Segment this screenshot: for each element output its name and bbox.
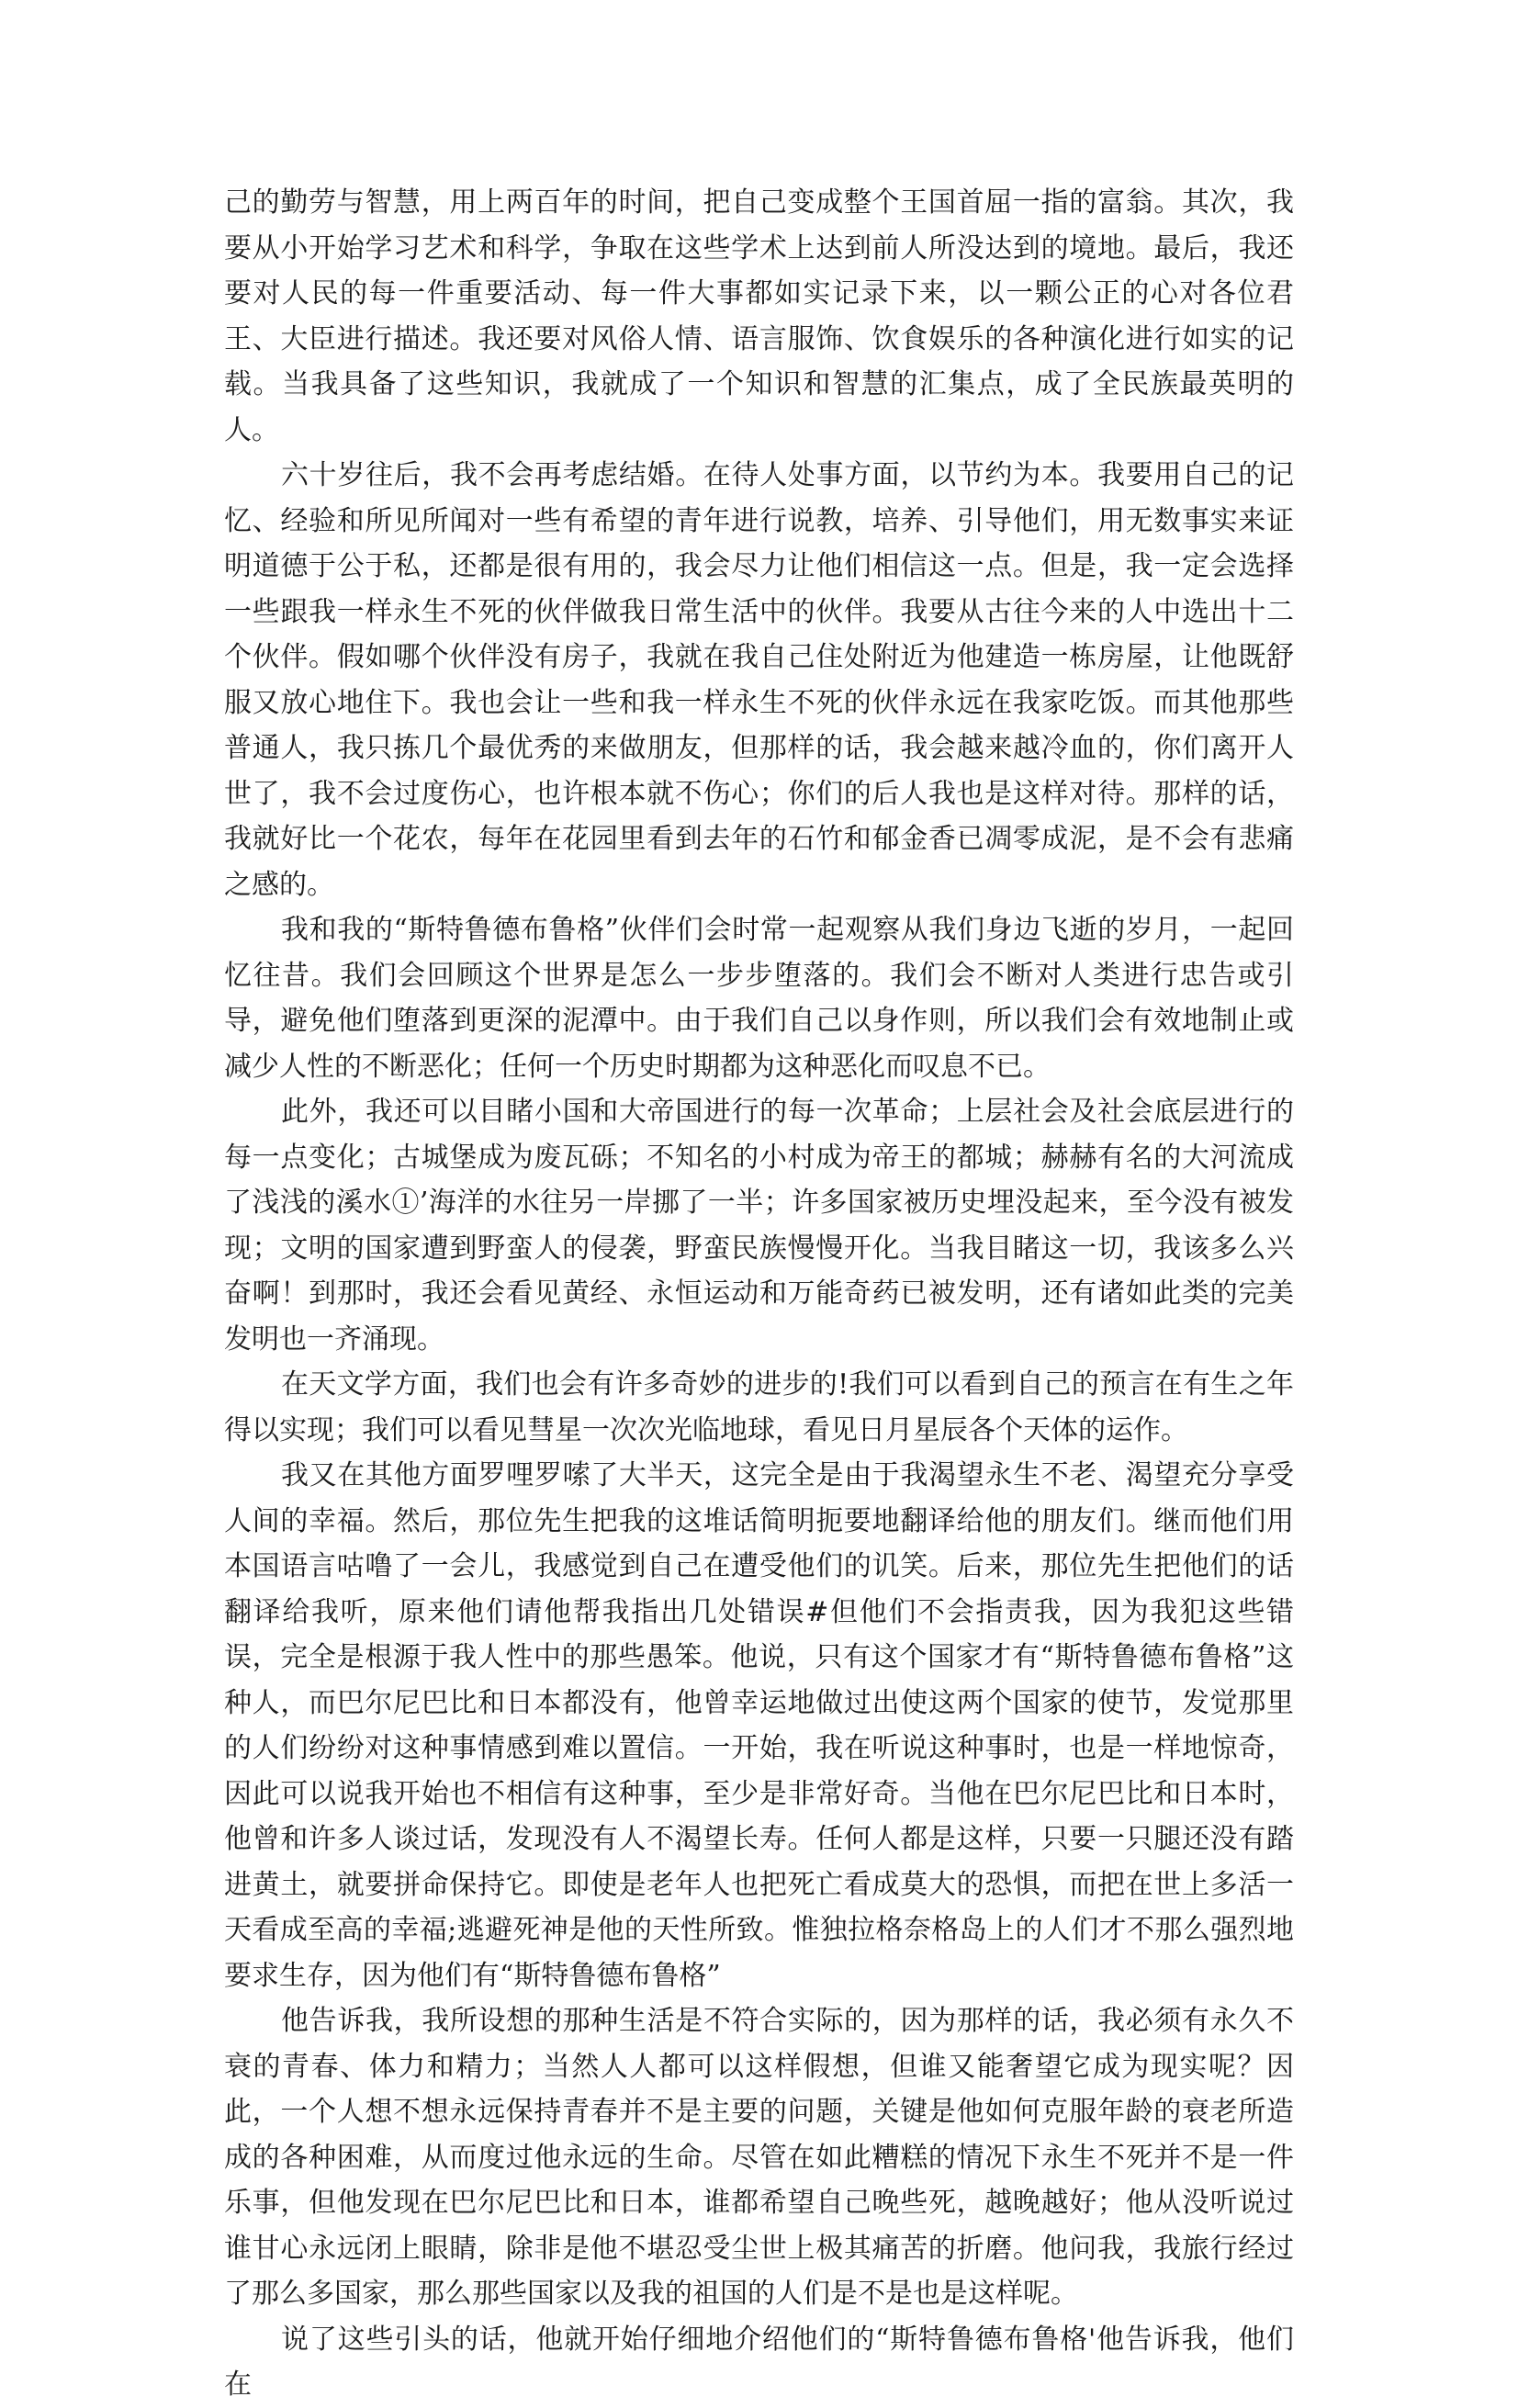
paragraph-5: 在天文学方面，我们也会有许多奇妙的进步的!我们可以看到自己的预言在有生之年得以实现；我们可以看见彗星一次次光临地球，看见日月星辰各个天体的运作。 bbox=[224, 1368, 1294, 1446]
paragraph-3: 我和我的“斯特鲁德布鲁格”伙伴们会时常一起观察从我们身边飞逝的岁月，一起回忆往昔。我们会回顾这个世界是怎么一步步堕落的。我们会不断对人类进行忠告或引导，避免他们堕落到更深的泥潭中。由于我们自己以身作则，所以我们会有效地制止或减少人性的不断恶化；任何一个历史时期都为这种恶化而叹息不已。 bbox=[224, 914, 1294, 1083]
paragraph-1: 己的勤劳与智慧，用上两百年的时间，把自己变成整个王国首屈一指的富翁。其次，我要从小开始学习艺术和科学，争取在这些学术上达到前人所没达到的境地。最后，我还要对人民的每一件重要活动、每一件大事都如实记录下来，以一颗公正的心对各位君王、大臣进行描述。我还要对风俗人情、语言服饰、饮食娱乐的各种演化进行如实的记载。当我具备了这些知识，我就成了一个知识和智慧的汇集点，成了全民族最英明的人。 bbox=[224, 186, 1294, 446]
paragraph-2: 六十岁往后，我不会再考虑结婚。在待人处事方面，以节约为本。我要用自己的记忆、经验和所见所闻对一些有希望的青年进行说教，培养、引导他们，用无数事实来证明道德于公于私，还都是很有用的，我会尽力让他们相信这一点。但是，我一定会选择一些跟我一样永生不死的伙伴做我日常生活中的伙伴。我要从古往今来的人中选出十二个伙伴。假如哪个伙伴没有房子，我就在我自己住处附近为他建造一栋房屋，让他既舒服又放心地住下。我也会让一些和我一样永生不死的伙伴永远在我家吃饭。而其他那些普通人，我只拣几个最优秀的来做朋友，但那样的话，我会越来越冷血的，你们离开人世了，我不会过度伤心，也许根本就不伤心；你们的后人我也是这样对待。那样的话，我就好比一个花农，每年在花园里看到去年的石竹和郁金香已凋零成泥，是不会有悲痛之感的。 bbox=[224, 459, 1294, 901]
paragraph-6: 我又在其他方面罗哩罗嗦了大半天，这完全是由于我渴望永生不老、渴望充分享受人间的幸福。然后，那位先生把我的这堆话简明扼要地翻译给他的朋友们。继而他们用本国语言咕噜了一会儿，我感觉到自己在遭受他们的讥笑。后来，那位先生把他们的话翻译给我听，原来他们请他帮我指出几处错误#但他们不会指责我，因为我犯这些错误，完全是根源于我人性中的那些愚笨。他说，只有这个国家才有“斯特鲁德布鲁格”这种人，而巴尔尼巴比和日本都没有，他曾幸运地做过出使这两个国家的使节，发觉那里的人们纷纷对这种事情感到难以置信。一开始，我在听说这种事时，也是一样地惊奇，因此可以说我开始也不相信有这种事，至少是非常好奇。当他在巴尔尼巴比和日本时，他曾和许多人谈过话，发现没有人不渴望长寿。任何人都是这样，只要一只腿还没有踏进黄土，就要拼命保持它。即使是老年人也把死亡看成莫大的恐惧，而把在世上多活一天看成至高的幸福;逃避死神是他的天性所致。惟独拉格奈格岛上的人们才不那么强烈地要求生存，因为他们有“斯特鲁德布鲁格” bbox=[224, 1459, 1294, 1992]
document-body bbox=[224, 180, 1294, 2408]
paragraph-7: 他告诉我，我所设想的那种生活是不符合实际的，因为那样的话，我必须有永久不衰的青春、体力和精力；当然人人都可以这样假想，但谁又能奢望它成为现实呢？因此，一个人想不想永远保持青春并不是主要的问题，关键是他如何克服年龄的衰老所造成的各种困难，从而度过他永远的生命。尽管在如此糟糕的情况下永生不死并不是一件乐事，但他发现在巴尔尼巴比和日本，谁都希望自己晚些死，越晚越好；他从没听说过谁甘心永远闭上眼睛，除非是他不堪忍受尘世上极其痛苦的折磨。他问我，我旅行经过了那么多国家，那么那些国家以及我的祖国的人们是不是也是这样呢。 bbox=[224, 2005, 1294, 2310]
paragraph-8: 说了这些引头的话，他就开始仔细地介绍他们的“斯特鲁德布鲁格'他告诉我，他们在 bbox=[224, 2323, 1294, 2401]
paragraph-4: 此外，我还可以目睹小国和大帝国进行的每一次革命；上层社会及社会底层进行的每一点变化；古城堡成为废瓦砾；不知名的小村成为帝王的都城；赫赫有名的大河流成了浅浅的溪水①’海洋的水往另一岸挪了一半；许多国家被历史埋没起来，至今没有被发现；文明的国家遭到野蛮人的侵袭，野蛮民族慢慢开化。当我目睹这一切，我该多么兴奋啊！到那时，我还会看见黄经、永恒运动和万能奇药已被发明，还有诸如此类的完美发明也一齐涌现。 bbox=[224, 1096, 1294, 1356]
